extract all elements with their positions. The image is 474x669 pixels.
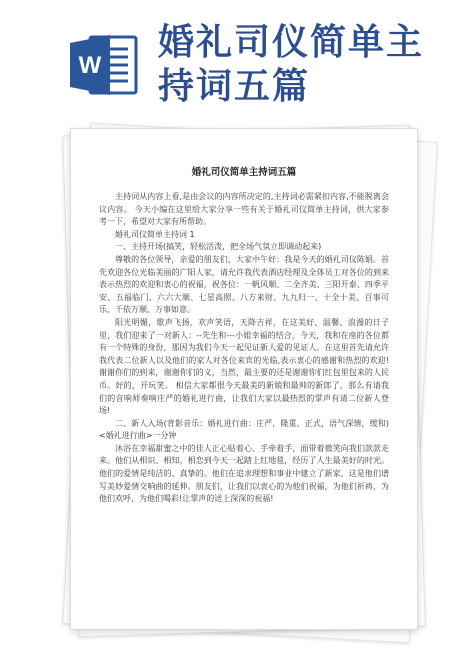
- page-title: 婚礼司仪简单主持词五篇: [158, 21, 425, 107]
- body-paragraph: 沐浴在幸福甜蜜之中的佳人正心贴着心、手牵着手，面带着微笑向我们款款走来。他们从相识、相知，相恋到今天一起踏上红地毯，经历了人生最美好的时光。他们的爱情是纯洁的、真挚的。他们在追求理想和事业中建立了新家，这是他们谱写美妙爱情交响曲的延伸。朋友们，让我们以衷心的为他们祝福，为他们祈祷，为他们欢呼，为他们喝彩!让掌声的送上深深的祝福!: [99, 443, 389, 504]
- logo-letter: W: [78, 52, 102, 79]
- intro-paragraph: 主持词从内容上看,是由会议的内容所决定的,主持词必需紧扣内容,不能脱离会议内容。 今天小编在这里给大家分享一些有关于婚礼司仪简单主持词，供大家参考一下，希望对大家有所帮助。: [99, 192, 389, 227]
- body-paragraph: 尊敬的各位领导，亲爱的朋友们，大家中午好：我是今天的婚礼司仪陈娟。首先欢迎各位光临美丽的广阳人家，请允许我代表酒店经理及全体员工对各位的到来表示热烈的欢迎和衷心的祝福，祝各位：一帆风顺、二全齐美、三阳开泰、四季平安、五福临门、六六大顺、七星高照、八方来财、九九归一、十全十美、百事可乐、千依万顺、万事如意。: [99, 254, 389, 315]
- subsection-heading: 二、新人入场(背影音乐：婚礼进行曲：庄严，隆重，正式，语气深情，缓和)<婚礼进行曲>一分钟: [99, 418, 389, 441]
- document-page: [70, 128, 418, 630]
- document-preview: [62, 128, 426, 633]
- header-banner: [0, 0, 474, 120]
- body-paragraph: 阳光明媚，歌声飞扬，欢声笑语，天降吉祥，在这美好、温馨、浪漫的日子里，我们迎来了一对新人：--先生和---小姐幸福的结合，今天，我和在座的各位都有一个特殊的身份，那因为我们今天一起见证新人爱的见证人。在这里首先请允许我代表二位新人以及他们的家人对各位来宾的光临,表示衷心的感谢和热烈的欢迎!谢谢你们的到来，谢谢你们的义，当然，最主要的还是谢谢你们红包里包来的人民币。好的，开玩笑。 相信大家都很今天最美的新娘和最帅的新郎了，那么有请我们的音响师奏响庄严的婚礼进行曲，让我们大家以最热烈的掌声有请二位新人登场!: [99, 317, 389, 416]
- section-heading: 婚礼司仪简单主持词 1: [115, 229, 195, 239]
- subsection-heading: 一、主持开场(搞笑，轻松活泼，把全场气氛立即调动起来): [115, 242, 322, 252]
- document-body: [99, 191, 389, 506]
- word-document-icon: [66, 27, 142, 103]
- document-title: 婚礼司仪简单主持词五篇: [191, 167, 297, 178]
